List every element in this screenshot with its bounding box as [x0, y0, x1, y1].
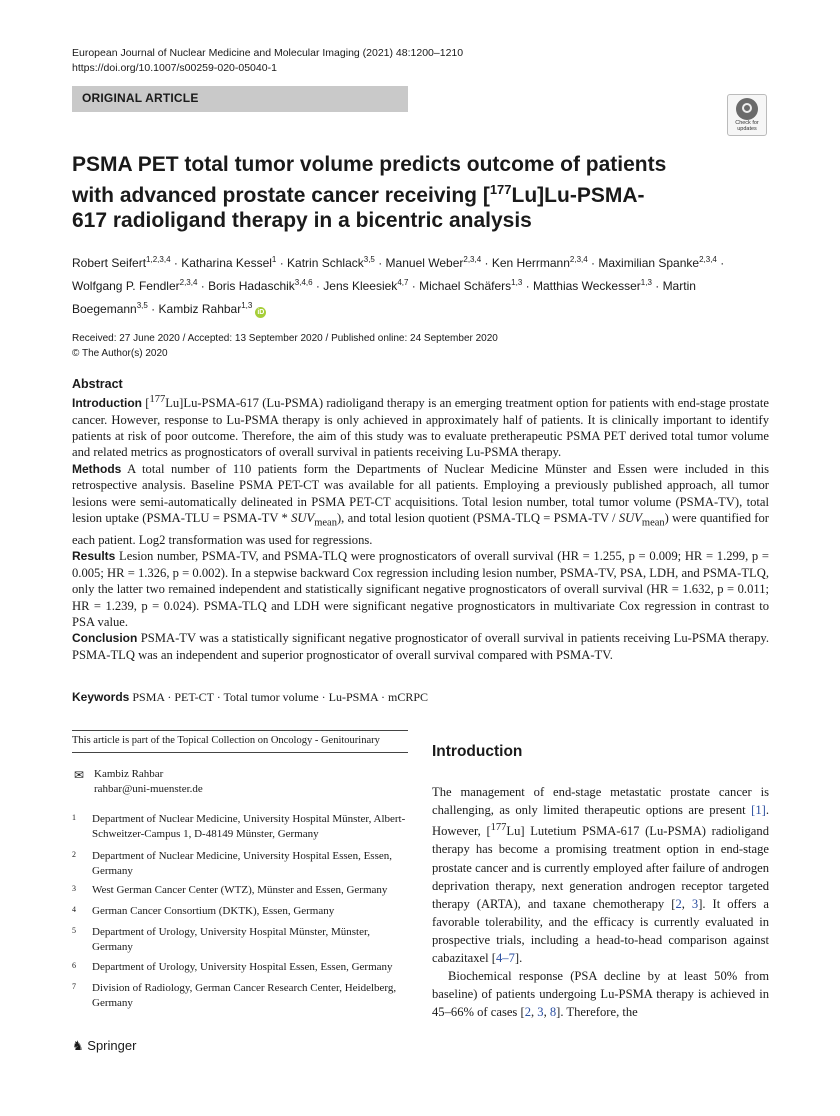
divider: [72, 752, 408, 753]
author[interactable]: Robert Seifert$^{1,2,3,4}$: [72, 255, 171, 270]
citation-link[interactable]: 3: [537, 1005, 544, 1020]
article-type-banner: [72, 86, 408, 112]
abstract-introduction: Introduction [$^{177}$Lu]Lu-PSMA-617 (Lu-PSMA) radioligand therapy is an emerging treatment option for patients with end-stage prostate cancer. However, response to Lu-PSMA therapy is only achieved in approximately half of patients. It is clinically important to identify patients at risk of poor outcome. Therefore, the aim of this study was to evaluate pretherapeutic PSMA PET derived total tumor volume and related metrics as prognosticators of overall survival in patients receiving Lu-PSMA therapy.: [72, 394, 769, 460]
author-list: Robert Seifert$^{1,2,3,4}$ · Katharina Kessel$^1$ · Katrin Schlack$^{3,5}$ · Manuel Weber$^{2,3,4}$ · Ken Herrmann$^{2,3,4}$ · Maximilian Spanke$^{2,3,4}$ · Wolfgang P. Fendler$^{2,3,4}$ · Boris Hadaschik$^{3,4,6}$ · Jens Kleesiek$^{4,7}$ · Michael Schäfers$^{1,3}$ · Matthias Weckesser$^{1,3}$ · Martin Boegemann$^{3,5}$ · Kambiz Rahbar$^{1,3}$iD: [72, 255, 725, 316]
author[interactable]: Martin Boegemann$^{3,5}$: [72, 279, 696, 316]
author[interactable]: Boris Hadaschik$^{3,4,6}$: [208, 278, 313, 293]
affiliation-7: 7 Division of Radiology, German Cancer Research Center, Heidelberg, Germany: [72, 982, 397, 1009]
publisher-logo: [72, 1038, 136, 1054]
author[interactable]: Katrin Schlack$^{3,5}$: [287, 255, 375, 270]
doi-link[interactable]: https://doi.org/10.1007/s00259-020-05040-1: [72, 62, 277, 74]
article-type: ORIGINAL ARTICLE: [82, 91, 199, 105]
citation-link[interactable]: 2: [675, 896, 682, 911]
abstract-methods: Methods A total number of 110 patients form the Departments of Nuclear Medicine Münster and Essen were included in this retrospective analysis. Baseline PSMA PET-CT was available for all patients. Employing a previously published approach, all tumor lesions were semi-automatically delineated in PSMA PET-CT acquisitions. Total lesion number, total tumor volume (PSMA-TV), total lesion uptake (PSMA-TLU = PSMA-TV * $SUV_{mean}$), and total lesion quotient (PSMA-TLQ = PSMA-TV / $SUV_{mean}$) were quantified for each patient. Log2 transformation was used for regressions.: [72, 461, 769, 547]
abstract: [72, 376, 769, 663]
introduction-heading: Introduction: [432, 743, 523, 760]
author[interactable]: Matthias Weckesser$^{1,3}$: [532, 278, 652, 293]
affiliation-1: 1 Department of Nuclear Medicine, University Hospital Münster, Albert-Schweitzer-Campus 1, D-48149 Münster, Germany: [72, 813, 406, 840]
affiliation-2: 2 Department of Nuclear Medicine, University Hospital Essen, Essen, Germany: [72, 850, 392, 877]
keywords-list: PSMA · PET-CT · Total tumor volume · Lu-PSMA · mCRPC: [132, 690, 429, 704]
paper-title: PSMA PET total tumor volume predicts outcome of patients with advanced prostate cancer receiving [$^{177}$Lu]Lu-PSMA-617 radioligand therapy in a bicentric analysis: [72, 153, 667, 232]
keywords: [72, 690, 428, 705]
springer-horse-icon: ♞: [72, 1038, 84, 1053]
divider: [72, 730, 408, 731]
introduction-paragraph: The management of end-stage metastatic prostate cancer is challenging, as only limited therapeutic options are present [1]. However, [$^{177}$Lu] Lutetium PSMA-617 (Lu-PSMA) radioligand therapy has become a promising treatment option in end-stage prostate cancer and is currently employed after failure of androgen deprivation therapy, next generation androgen receptor targeted therapy (ARTA), and taxane chemotherapy [2, 3]. It offers a favorable tolerability, and the efficacy is currently evaluated in prospective trials, including a head-to-head comparison against cabazitaxel [4–7].: [432, 785, 769, 966]
author[interactable]: Maximilian Spanke$^{2,3,4}$: [598, 255, 717, 270]
introduction-body: [432, 783, 769, 1021]
check-for-updates-badge[interactable]: [727, 94, 767, 136]
citation-link[interactable]: 8: [549, 1005, 557, 1020]
abstract-heading: Abstract: [72, 377, 123, 391]
affiliation-5: 5 Department of Urology, University Hospital Münster, Münster, Germany: [72, 926, 370, 953]
copyright: © The Author(s) 2020: [72, 348, 168, 359]
topical-collection-note: This article is part of the Topical Collection on Oncology - Genitourinary: [72, 735, 380, 746]
introduction-paragraph: Biochemical response (PSA decline by at least 50% from baseline) of patients undergoing Lu-PSMA therapy is achieved in 45–66% of cases [2, 3, 8]. Therefore, the: [432, 969, 769, 1020]
citation-link[interactable]: 3: [691, 896, 699, 911]
author[interactable]: Michael Schäfers$^{1,3}$: [419, 278, 523, 293]
author[interactable]: Manuel Weber$^{2,3,4}$: [385, 255, 482, 270]
affiliation-4: 4 German Cancer Consortium (DKTK), Essen, Germany: [72, 905, 335, 917]
journal-citation: European Journal of Nuclear Medicine and Molecular Imaging (2021) 48:1200–1210: [72, 47, 464, 59]
journal-header: [72, 46, 463, 76]
abstract-conclusion: Conclusion PSMA-TV was a statistically significant negative prognosticator of overall survival in patients receiving Lu-PSMA therapy. PSMA-TLQ was an independent and superior prognosticator of overall survival compared with PSMA-TV.: [72, 631, 769, 662]
citation-link[interactable]: 4–7: [495, 951, 515, 966]
citation-link[interactable]: [1]: [751, 803, 766, 818]
history-dates: Received: 27 June 2020 / Accepted: 13 September 2020 / Published online: 24 September 2020: [72, 333, 498, 344]
orcid-icon[interactable]: iD: [257, 309, 265, 316]
corresponding-email[interactable]: rahbar@uni-muenster.de: [94, 783, 203, 795]
author[interactable]: Ken Herrmann$^{2,3,4}$: [491, 255, 588, 270]
keywords-label: Keywords: [72, 690, 130, 704]
corresponding-name: Kambiz Rahbar: [94, 768, 164, 780]
citation-link[interactable]: 2: [524, 1005, 531, 1020]
check-updates-label: Check for updates: [735, 120, 759, 132]
affiliation-6: 6 Department of Urology, University Hospital Essen, Essen, Germany: [72, 961, 393, 973]
envelope-icon: ✉: [74, 768, 85, 782]
author[interactable]: Wolfgang P. Fendler$^{2,3,4}$: [72, 278, 198, 293]
publisher-name: Springer: [87, 1038, 137, 1053]
publication-dates: [72, 331, 498, 361]
check-updates-icon: [736, 98, 758, 120]
author[interactable]: Kambiz Rahbar$^{1,3}$: [158, 301, 253, 316]
author[interactable]: Jens Kleesiek$^{4,7}$: [323, 278, 409, 293]
affiliation-3: 3 West German Cancer Center (WTZ), Münster and Essen, Germany: [72, 884, 388, 896]
abstract-results: Results Lesion number, PSMA-TV, and PSMA-TLQ were prognosticators of overall survival (HR = 1.255, p = 0.009; HR = 1.299, p = 0.005; HR = 1.326, p = 0.002). In a stepwise backward Cox regression including lesion number, PSMA-TV, PSA, LDH, and PSMA-TLQ, only the latter two remained independent and statistically significant negative prognosticators of overall survival (HR = 1.632, p = 0.011; HR = 1.239, p = 0.024). PSMA-TLQ and LDH were significant negative prognosticators in multivariate Cox regression in contrast to PSA value.: [72, 549, 769, 629]
author[interactable]: Katharina Kessel$^1$: [181, 255, 277, 270]
